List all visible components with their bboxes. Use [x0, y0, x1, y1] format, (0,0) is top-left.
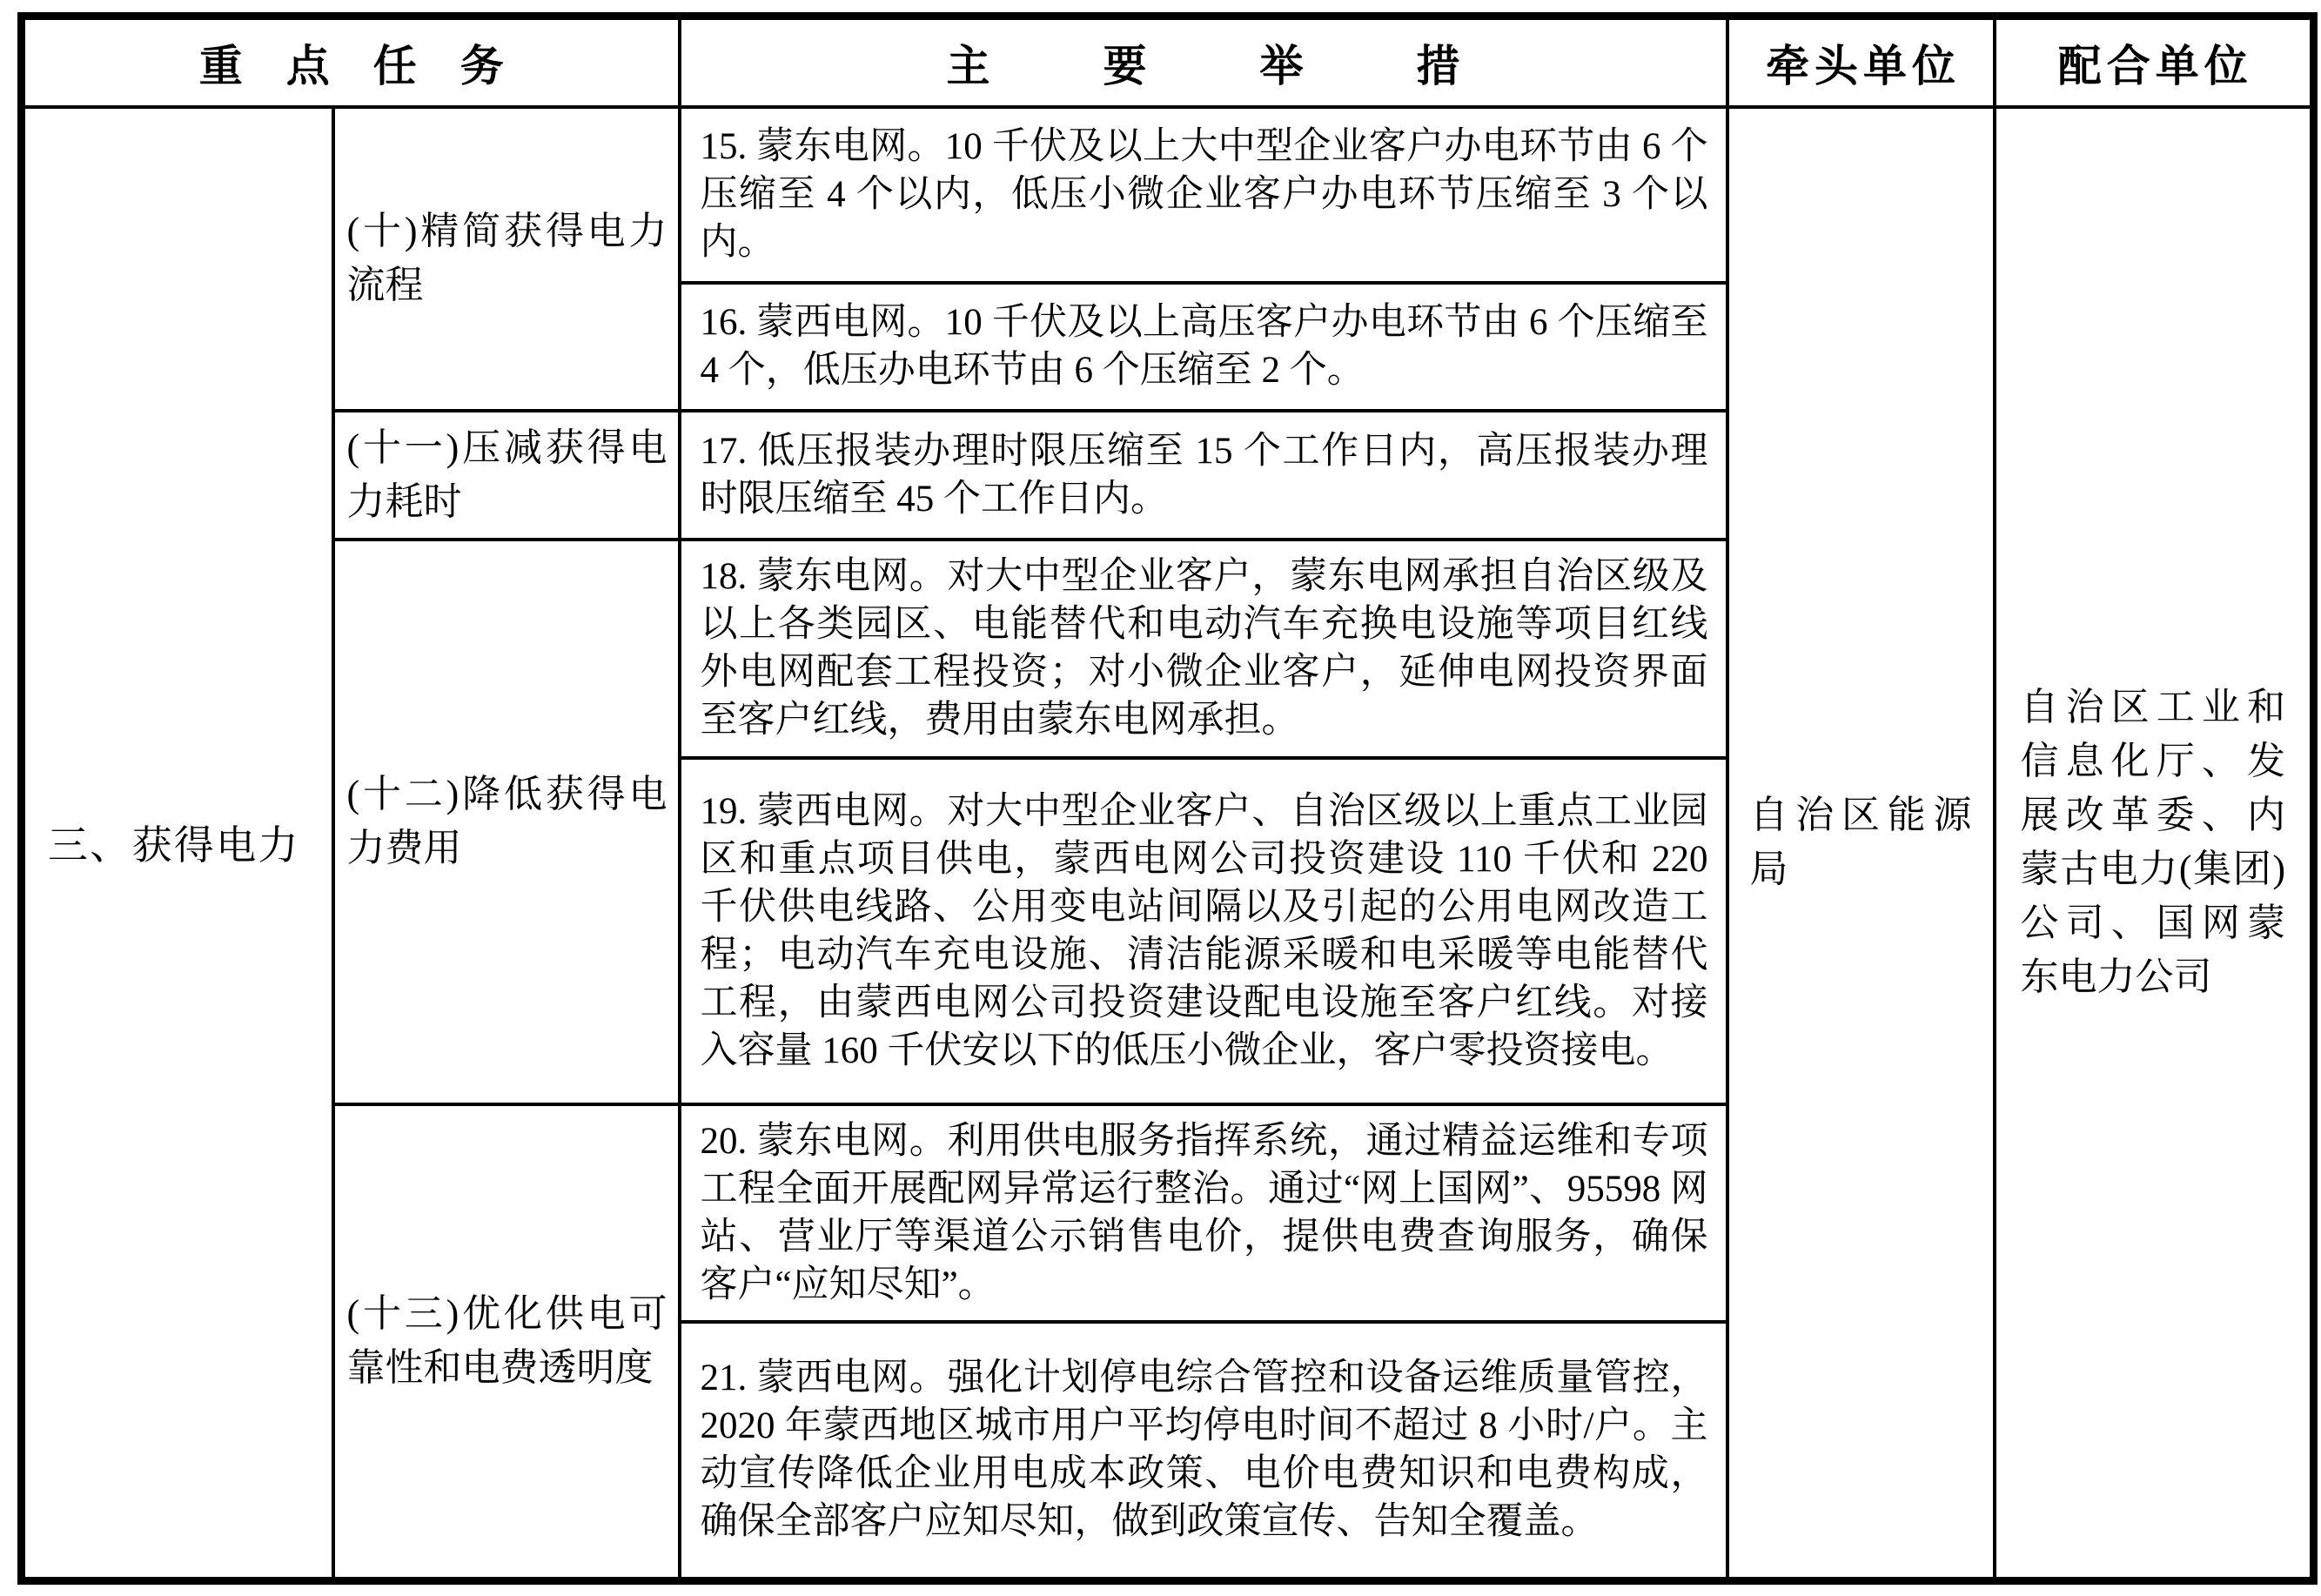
- table-row: [22, 107, 2314, 283]
- measure-cell-21: 21. 蒙西电网。强化计划停电综合管控和设备运维质量管控，2020 年蒙西地区城市用户平均停电时间不超过 8 小时/户。主动宣传降低企业用电成本政策、电价电费知识和电费构成，确保全部客户应知尽知，做到政策宣传、告知全覆盖。: [680, 1322, 1727, 1581]
- header-cooperating-unit: 配合单位: [1995, 17, 2314, 107]
- cooperating-unit-cell: 自治区工业和信息化厅、发展改革委、内蒙古电力(集团)公司、国网蒙东电力公司: [1995, 107, 2314, 1581]
- measure-cell-18: 18. 蒙东电网。对大中型企业客户，蒙东电网承担自治区级及以上各类园区、电能替代和电动汽车充换电设施等项目红线外电网配套工程投资；对小微企业客户，延伸电网投资界面至客户红线，费用由蒙东电网承担。: [680, 540, 1727, 758]
- lead-unit-cell: 自治区能源局: [1727, 107, 1995, 1581]
- task-table: [17, 12, 2318, 1585]
- header-lead-unit: 牵头单位: [1727, 17, 1995, 107]
- header-main-measures: 主要举措: [680, 17, 1727, 107]
- measure-cell-16: 16. 蒙西电网。10 千伏及以上高压客户办电环节由 6 个压缩至 4 个，低压办电环节由 6 个压缩至 2 个。: [680, 283, 1727, 411]
- header-key-tasks: 重点任务: [22, 17, 680, 107]
- subtask-cell-12: (十二)降低获得电力费用: [333, 540, 680, 1104]
- table-header-row: [22, 17, 2314, 107]
- subtask-cell-11: (十一)压减获得电力耗时: [333, 411, 680, 540]
- measure-cell-15: 15. 蒙东电网。10 千伏及以上大中型企业客户办电环节由 6 个压缩至 4 个以内，低压小微企业客户办电环节压缩至 3 个以内。: [680, 107, 1727, 283]
- measure-cell-17: 17. 低压报装办理时限压缩至 15 个工作日内，高压报装办理时限压缩至 45 个工作日内。: [680, 411, 1727, 540]
- task-category-cell: 三、获得电力: [22, 107, 333, 1581]
- measure-cell-20: 20. 蒙东电网。利用供电服务指挥系统，通过精益运维和专项工程全面开展配网异常运行整治。通过“网上国网”、95598 网站、营业厅等渠道公示销售电价，提供电费查询服务，确保客户“应知尽知”。: [680, 1104, 1727, 1322]
- measure-cell-19: 19. 蒙西电网。对大中型企业客户、自治区级以上重点工业园区和重点项目供电，蒙西电网公司投资建设 110 千伏和 220 千伏供电线路、公用变电站间隔以及引起的公用电网改造工程；电动汽车充电设施、清洁能源采暖和电采暖等电能替代工程，由蒙西电网公司投资建设配电设施至客户红线。对接入容量 160 千伏安以下的低压小微企业，客户零投资接电。: [680, 758, 1727, 1104]
- subtask-cell-10: (十)精简获得电力流程: [333, 107, 680, 411]
- subtask-cell-13: (十三)优化供电可靠性和电费透明度: [333, 1104, 680, 1581]
